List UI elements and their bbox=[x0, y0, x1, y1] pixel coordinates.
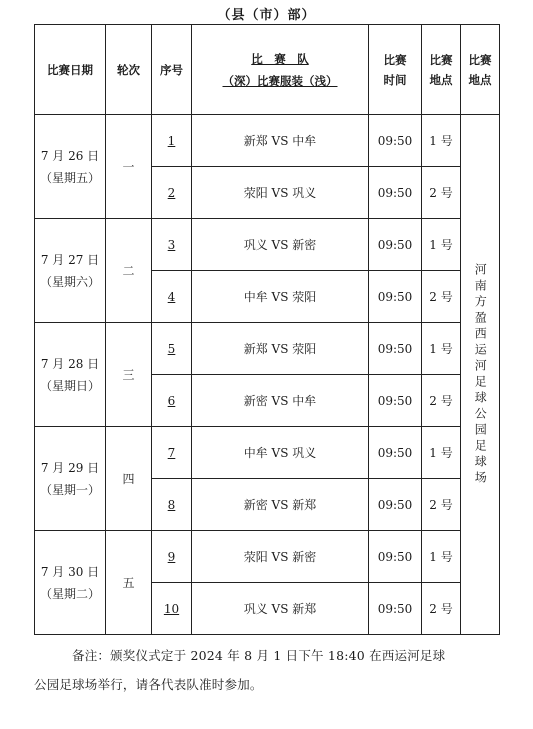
table-row bbox=[35, 323, 500, 375]
match-weekday: （星期五） bbox=[39, 170, 100, 185]
header-teams-line2: （深）比赛服装（浅） bbox=[222, 73, 338, 88]
pitch-cell: 2 号 bbox=[422, 375, 461, 427]
date-cell bbox=[35, 115, 106, 219]
time-cell: 09:50 bbox=[369, 323, 422, 375]
matchup-cell: 荥阳 VS 新密 bbox=[192, 531, 369, 583]
header-pitch-line1: 比赛 bbox=[429, 52, 453, 67]
remark bbox=[34, 641, 496, 699]
seq-number: 10 bbox=[163, 601, 180, 616]
time-cell: 09:50 bbox=[369, 115, 422, 167]
header-teams-line1: 比 赛 队 bbox=[251, 51, 309, 66]
header-venue-line1: 比赛 bbox=[468, 52, 492, 67]
remark-line2: 公园足球场举行，请各代表队准时参加。 bbox=[34, 677, 263, 692]
matchup-cell: 中牟 VS 巩义 bbox=[192, 427, 369, 479]
header-time bbox=[369, 25, 422, 115]
seq-cell bbox=[152, 271, 192, 323]
match-date: 7 月 27 日 bbox=[40, 252, 100, 267]
match-date: 7 月 30 日 bbox=[40, 564, 100, 579]
seq-number: 9 bbox=[167, 549, 176, 564]
pitch-cell: 1 号 bbox=[422, 427, 461, 479]
table-row bbox=[35, 531, 500, 583]
match-weekday: （星期一） bbox=[39, 482, 100, 497]
header-pitch bbox=[422, 25, 461, 115]
time-cell: 09:50 bbox=[369, 583, 422, 635]
round-cell: 三 bbox=[106, 323, 152, 427]
time-cell: 09:50 bbox=[369, 167, 422, 219]
header-venue-line2: 地点 bbox=[468, 72, 492, 87]
matchup-cell: 荥阳 VS 巩义 bbox=[192, 167, 369, 219]
pitch-cell: 2 号 bbox=[422, 583, 461, 635]
round-cell: 二 bbox=[106, 219, 152, 323]
date-cell bbox=[35, 531, 106, 635]
header-round: 轮次 bbox=[106, 25, 152, 115]
pitch-cell: 1 号 bbox=[422, 115, 461, 167]
seq-number: 3 bbox=[167, 237, 176, 252]
seq-cell bbox=[152, 583, 192, 635]
match-weekday: （星期日） bbox=[39, 378, 100, 393]
seq-number: 2 bbox=[167, 185, 176, 200]
remark-line1: 备注：颁奖仪式定于 2024 年 8 月 1 日下午 18:40 在西运河足球 bbox=[72, 648, 446, 663]
date-cell bbox=[35, 323, 106, 427]
pitch-cell: 1 号 bbox=[422, 323, 461, 375]
seq-number: 4 bbox=[167, 289, 176, 304]
header-seq: 序号 bbox=[152, 25, 192, 115]
time-cell: 09:50 bbox=[369, 219, 422, 271]
header-row bbox=[35, 25, 500, 115]
header-pitch-line2: 地点 bbox=[429, 72, 453, 87]
schedule-body bbox=[35, 115, 500, 635]
seq-number: 7 bbox=[167, 445, 176, 460]
matchup-cell: 新密 VS 中牟 bbox=[192, 375, 369, 427]
round-cell: 五 bbox=[106, 531, 152, 635]
time-cell: 09:50 bbox=[369, 479, 422, 531]
date-cell bbox=[35, 219, 106, 323]
table-row bbox=[35, 427, 500, 479]
seq-cell bbox=[152, 323, 192, 375]
header-date: 比赛日期 bbox=[35, 25, 106, 115]
time-cell: 09:50 bbox=[369, 271, 422, 323]
table-row bbox=[35, 115, 500, 167]
seq-cell bbox=[152, 167, 192, 219]
venue-cell bbox=[461, 115, 500, 635]
seq-cell bbox=[152, 219, 192, 271]
matchup-cell: 新郑 VS 荥阳 bbox=[192, 323, 369, 375]
header-time-line1: 比赛 bbox=[383, 52, 407, 67]
venue-name: 河南方盈西运河足球公园足球场 bbox=[473, 262, 488, 487]
match-weekday: （星期二） bbox=[39, 586, 100, 601]
seq-cell bbox=[152, 115, 192, 167]
pitch-cell: 1 号 bbox=[422, 219, 461, 271]
pitch-cell: 2 号 bbox=[422, 479, 461, 531]
seq-number: 1 bbox=[167, 133, 176, 148]
matchup-cell: 巩义 VS 新密 bbox=[192, 219, 369, 271]
seq-cell bbox=[152, 479, 192, 531]
pitch-cell: 2 号 bbox=[422, 271, 461, 323]
match-schedule-table bbox=[34, 24, 500, 635]
seq-number: 6 bbox=[167, 393, 176, 408]
time-cell: 09:50 bbox=[369, 531, 422, 583]
match-weekday: （星期六） bbox=[39, 274, 100, 289]
matchup-cell: 巩义 VS 新郑 bbox=[192, 583, 369, 635]
round-cell: 四 bbox=[106, 427, 152, 531]
matchup-cell: 中牟 VS 荥阳 bbox=[192, 271, 369, 323]
time-cell: 09:50 bbox=[369, 375, 422, 427]
matchup-cell: 新郑 VS 中牟 bbox=[192, 115, 369, 167]
match-date: 7 月 26 日 bbox=[40, 148, 100, 163]
matchup-cell: 新密 VS 新郑 bbox=[192, 479, 369, 531]
pitch-cell: 2 号 bbox=[422, 167, 461, 219]
section-title: （县（市）部） bbox=[217, 8, 316, 23]
round-cell: 一 bbox=[106, 115, 152, 219]
pitch-cell: 1 号 bbox=[422, 531, 461, 583]
match-date: 7 月 29 日 bbox=[40, 460, 100, 475]
table-row bbox=[35, 219, 500, 271]
seq-cell bbox=[152, 375, 192, 427]
seq-cell bbox=[152, 531, 192, 583]
time-cell: 09:50 bbox=[369, 427, 422, 479]
match-date: 7 月 28 日 bbox=[40, 356, 100, 371]
date-cell bbox=[35, 427, 106, 531]
header-venue bbox=[461, 25, 500, 115]
header-time-line2: 时间 bbox=[383, 72, 407, 87]
header-teams bbox=[192, 25, 369, 115]
seq-cell bbox=[152, 427, 192, 479]
seq-number: 5 bbox=[167, 341, 176, 356]
seq-number: 8 bbox=[167, 497, 176, 512]
